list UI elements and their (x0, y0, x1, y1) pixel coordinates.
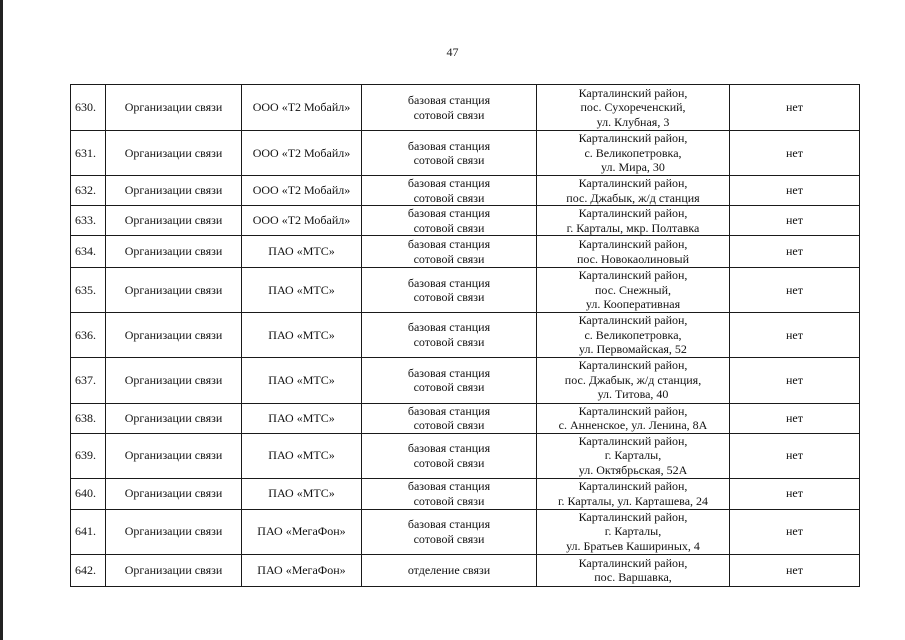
status-cell: нет (730, 313, 860, 358)
address-line: г. Карталы, (604, 448, 662, 463)
status-cell: нет (730, 433, 860, 478)
object-type-cell (362, 554, 537, 586)
address-line: Карталинский район, (578, 131, 688, 146)
address-line: ул. Титова, 40 (597, 387, 669, 402)
table-row (71, 236, 860, 268)
table-row (71, 206, 860, 236)
category-cell: Организации связи (106, 478, 242, 509)
row-number-cell: 631. (71, 131, 106, 176)
category-cell: Организации связи (106, 357, 242, 403)
table-row (71, 268, 860, 313)
row-number-cell: 635. (71, 268, 106, 313)
object-type-line: базовая станция (407, 479, 491, 493)
table-row (71, 131, 860, 176)
object-type-cell (362, 357, 537, 403)
organization-cell: ООО «Т2 Мобайл» (242, 85, 362, 131)
row-number-cell: 639. (71, 433, 106, 478)
table-row (71, 433, 860, 478)
category-cell: Организации связи (106, 176, 242, 206)
organization-cell: ПАО «МТС» (242, 357, 362, 403)
organization-cell: ПАО «МТС» (242, 478, 362, 509)
address-line: пос. Джабык, ж/д станция (566, 190, 700, 205)
facilities-table-body (71, 85, 860, 587)
row-number-cell: 636. (71, 313, 106, 358)
row-number-cell: 642. (71, 554, 106, 586)
organization-cell: ПАО «МТС» (242, 433, 362, 478)
category-cell: Организации связи (106, 236, 242, 268)
status-cell: нет (730, 131, 860, 176)
address-line: Карталинский район, (578, 206, 688, 220)
organization-cell: ПАО «МегаФон» (242, 554, 362, 586)
organization-cell: ПАО «МТС» (242, 403, 362, 433)
object-type-line: сотовой связи (413, 107, 485, 122)
status-cell: нет (730, 176, 860, 206)
category-cell: Организации связи (106, 85, 242, 131)
table-row (71, 403, 860, 433)
row-number-cell: 634. (71, 236, 106, 268)
table-row (71, 85, 860, 131)
address-cell (537, 176, 730, 206)
address-line: с. Великопетровка, (584, 327, 682, 342)
object-type-line: сотовой связи (413, 531, 485, 546)
object-type-line: базовая станция (407, 517, 491, 531)
row-number-cell: 630. (71, 85, 106, 131)
row-number-cell: 640. (71, 478, 106, 509)
row-number-cell: 641. (71, 509, 106, 554)
object-type-line: сотовой связи (413, 190, 485, 205)
object-type-line: сотовой связи (413, 380, 485, 394)
object-type-line: сотовой связи (413, 290, 485, 304)
object-type-line: базовая станция (407, 176, 491, 190)
address-cell (537, 268, 730, 313)
status-cell: нет (730, 85, 860, 131)
object-type-cell (362, 176, 537, 206)
organization-cell: ПАО «МегаФон» (242, 509, 362, 554)
address-cell (537, 433, 730, 478)
address-line: ул. Братьев Кашириных, 4 (566, 538, 700, 553)
address-line: пос. Джабык, ж/д станция, (564, 372, 702, 387)
organization-cell: ООО «Т2 Мобайл» (242, 206, 362, 236)
table-row (71, 509, 860, 554)
row-number-cell: 637. (71, 357, 106, 403)
row-number-cell: 633. (71, 206, 106, 236)
object-type-cell (362, 478, 537, 509)
address-cell (537, 206, 730, 236)
object-type-line: отделение связи (407, 562, 491, 577)
address-line: с. Анненское, ул. Ленина, 8А (558, 418, 708, 432)
object-type-line: базовая станция (407, 206, 491, 220)
object-type-line: базовая станция (407, 138, 491, 153)
object-type-line: базовая станция (407, 93, 491, 107)
object-type-cell (362, 313, 537, 358)
facilities-table (70, 84, 860, 587)
object-type-line: базовая станция (407, 237, 491, 251)
organization-cell: ООО «Т2 Мобайл» (242, 176, 362, 206)
object-type-line: сотовой связи (413, 334, 485, 349)
category-cell: Организации связи (106, 268, 242, 313)
address-line: пос. Сухореченский, (580, 100, 686, 115)
address-cell (537, 85, 730, 131)
address-line: Карталинский район, (578, 237, 688, 251)
object-type-line: сотовой связи (413, 251, 485, 266)
table-row (71, 357, 860, 403)
address-line: Карталинский район, (578, 358, 688, 373)
object-type-cell (362, 131, 537, 176)
address-cell (537, 509, 730, 554)
status-cell: нет (730, 478, 860, 509)
object-type-line: сотовой связи (413, 493, 485, 508)
table-row (71, 176, 860, 206)
address-cell (537, 478, 730, 509)
object-type-cell (362, 403, 537, 433)
category-cell: Организации связи (106, 509, 242, 554)
address-line: г. Карталы, (604, 524, 662, 539)
organization-cell: ПАО «МТС» (242, 313, 362, 358)
table-row (71, 478, 860, 509)
category-cell: Организации связи (106, 206, 242, 236)
row-number-cell: 632. (71, 176, 106, 206)
row-number-cell: 638. (71, 403, 106, 433)
address-line: Карталинский район, (578, 313, 688, 327)
scan-left-edge (0, 0, 3, 640)
address-line: с. Великопетровка, (584, 145, 682, 160)
category-cell: Организации связи (106, 131, 242, 176)
table-row (71, 313, 860, 358)
object-type-cell (362, 268, 537, 313)
category-cell: Организации связи (106, 433, 242, 478)
address-cell (537, 357, 730, 403)
address-line: Карталинский район, (578, 509, 688, 524)
address-line: г. Карталы, ул. Карташева, 24 (557, 493, 709, 508)
status-cell: нет (730, 403, 860, 433)
object-type-line: базовая станция (407, 365, 491, 380)
object-type-cell (362, 206, 537, 236)
object-type-line: базовая станция (407, 320, 491, 335)
address-line: г. Карталы, мкр. Полтавка (566, 220, 700, 235)
address-line: ул. Мира, 30 (601, 160, 665, 175)
address-line: Карталинский район, (578, 85, 688, 100)
object-type-line: сотовой связи (413, 220, 485, 235)
status-cell: нет (730, 236, 860, 268)
address-line: Карталинский район, (578, 268, 688, 283)
status-cell: нет (730, 509, 860, 554)
category-cell: Организации связи (106, 313, 242, 358)
address-line: Карталинский район, (578, 555, 688, 570)
object-type-cell (362, 433, 537, 478)
organization-cell: ПАО «МТС» (242, 268, 362, 313)
address-cell (537, 236, 730, 268)
object-type-line: сотовой связи (413, 455, 485, 470)
address-line: ул. Первомайская, 52 (579, 342, 687, 356)
object-type-cell (362, 509, 537, 554)
address-line: ул. Кооперативная (585, 297, 681, 312)
organization-cell: ООО «Т2 Мобайл» (242, 131, 362, 176)
address-line: пос. Новокаолиновый (576, 251, 690, 266)
address-line: Карталинский район, (578, 176, 688, 190)
address-line: Карталинский район, (578, 403, 688, 418)
status-cell: нет (730, 554, 860, 586)
organization-cell: ПАО «МТС» (242, 236, 362, 268)
status-cell: нет (730, 268, 860, 313)
address-line: пос. Снежный, (595, 282, 671, 297)
address-line: пос. Варшавка, (594, 570, 672, 584)
address-cell (537, 403, 730, 433)
object-type-line: базовая станция (407, 441, 491, 455)
address-line: Карталинский район, (578, 479, 688, 493)
address-cell (537, 554, 730, 586)
status-cell: нет (730, 206, 860, 236)
page-number: 47 (446, 45, 459, 59)
address-line: Карталинский район, (578, 433, 688, 448)
address-line: ул. Октябрьская, 52А (578, 462, 688, 477)
object-type-line: сотовой связи (413, 418, 485, 432)
category-cell: Организации связи (106, 554, 242, 586)
status-cell: нет (730, 357, 860, 403)
object-type-line: сотовой связи (413, 153, 485, 167)
address-cell (537, 131, 730, 176)
object-type-cell (362, 236, 537, 268)
object-type-cell (362, 85, 537, 131)
address-line: ул. Клубная, 3 (596, 114, 670, 129)
object-type-line: базовая станция (407, 403, 491, 418)
category-cell: Организации связи (106, 403, 242, 433)
table-row (71, 554, 860, 586)
address-cell (537, 313, 730, 358)
object-type-line: базовая станция (407, 275, 491, 290)
